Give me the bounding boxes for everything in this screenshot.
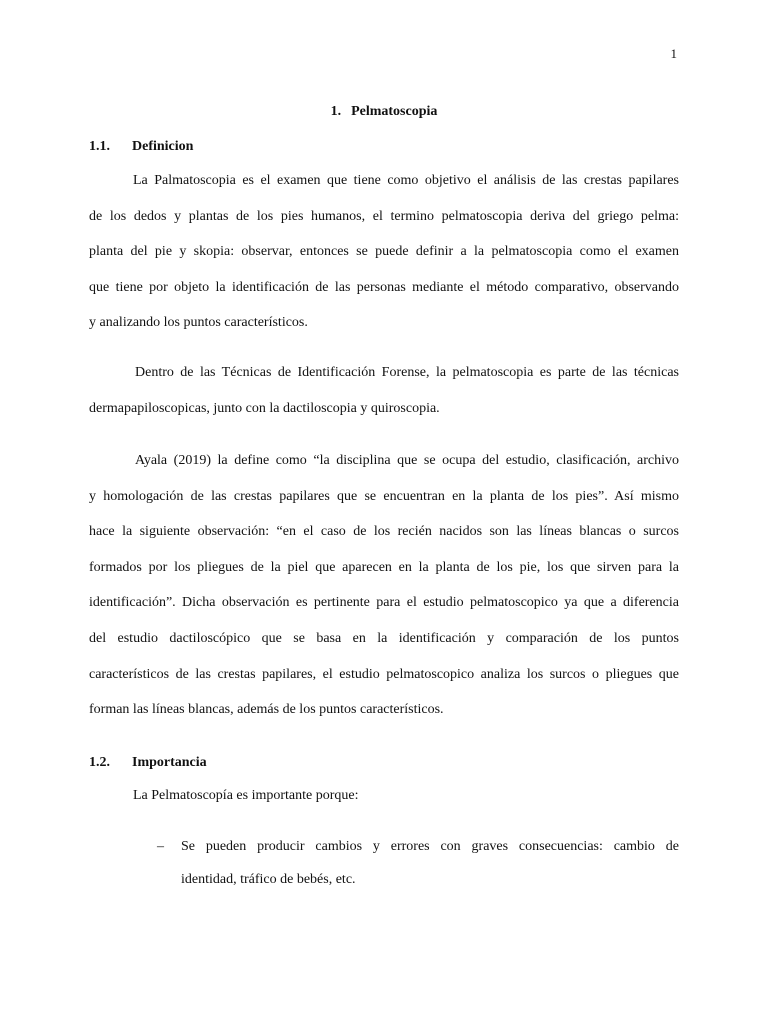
paragraph-line: que tiene por objeto la identificación de las personas mediante el método comparativo, observando — [89, 279, 679, 295]
paragraph-line: de los dedos y plantas de los pies humanos, el termino pelmatoscopia deriva del griego pelma: — [89, 208, 679, 224]
title-number: 1. — [330, 104, 342, 119]
section-number: 1.1. — [89, 139, 110, 154]
paragraph-line: forman las líneas blancas, además de los puntos característicos. — [89, 702, 444, 718]
paragraph-importance-intro — [89, 778, 679, 814]
paragraph-line: identificación”. Dicha observación es pertinente para el estudio pelmatoscopico ya que a diferencia — [89, 595, 679, 611]
title-text: Pelmatoscopia — [351, 104, 438, 119]
page-number: 1 — [670, 46, 677, 61]
paragraph-forensic-techniques — [89, 355, 679, 426]
paragraph-line: y homologación de las crestas papilares que se encuentran en la planta de los pies”. Así mismo — [89, 488, 679, 504]
bullet-line: Se pueden producir cambios y errores con graves consecuencias: cambio de — [181, 839, 679, 854]
paragraph-line: dermapapiloscopicas, junto con la dactiloscopia y quiroscopia. — [89, 400, 440, 416]
paragraph-line: Dentro de las Técnicas de Identificación Forense, la pelmatoscopia es parte de las técnicas — [135, 365, 679, 380]
paragraph-line: La Pelmatoscopía es importante porque: — [133, 788, 359, 803]
paragraph-line: planta del pie y skopia: observar, entonces se puede definir a la pelmatoscopia como el examen — [89, 244, 679, 260]
section-heading-text: Definicion — [132, 139, 194, 154]
paragraph-line: hace la siguiente observación: “en el caso de los recién nacidos son las líneas blancas o surcos — [89, 524, 679, 540]
paragraph-line: del estudio dactiloscópico que se basa en la identificación y comparación de los puntos — [89, 630, 679, 646]
paragraph-line: Ayala (2019) la define como “la disciplina que se ocupa del estudio, clasificación, archivo — [135, 453, 679, 468]
section-heading-importancia — [89, 755, 207, 771]
bullet-line: identidad, tráfico de bebés, etc. — [181, 872, 356, 887]
bullet-dash: – — [157, 839, 164, 854]
paragraph-definition — [89, 163, 679, 341]
document-title — [0, 104, 768, 120]
paragraph-ayala-citation — [89, 443, 679, 728]
paragraph-line: La Palmatoscopia es el examen que tiene como objetivo el análisis de las crestas papilares — [133, 173, 679, 188]
bullet-item — [157, 830, 679, 896]
paragraph-line: y analizando los puntos característicos. — [89, 315, 308, 331]
section-heading-definicion — [89, 139, 193, 155]
paragraph-line: formados por los pliegues de la piel que aparecen en la planta de los pie, los que sirven para la — [89, 559, 679, 575]
section-heading-text: Importancia — [132, 755, 207, 770]
bullet-text — [157, 830, 679, 896]
paragraph-line: característicos de las crestas papilares, el estudio pelmatoscopico analiza los surcos o pliegues que — [89, 666, 679, 682]
section-number: 1.2. — [89, 755, 110, 770]
